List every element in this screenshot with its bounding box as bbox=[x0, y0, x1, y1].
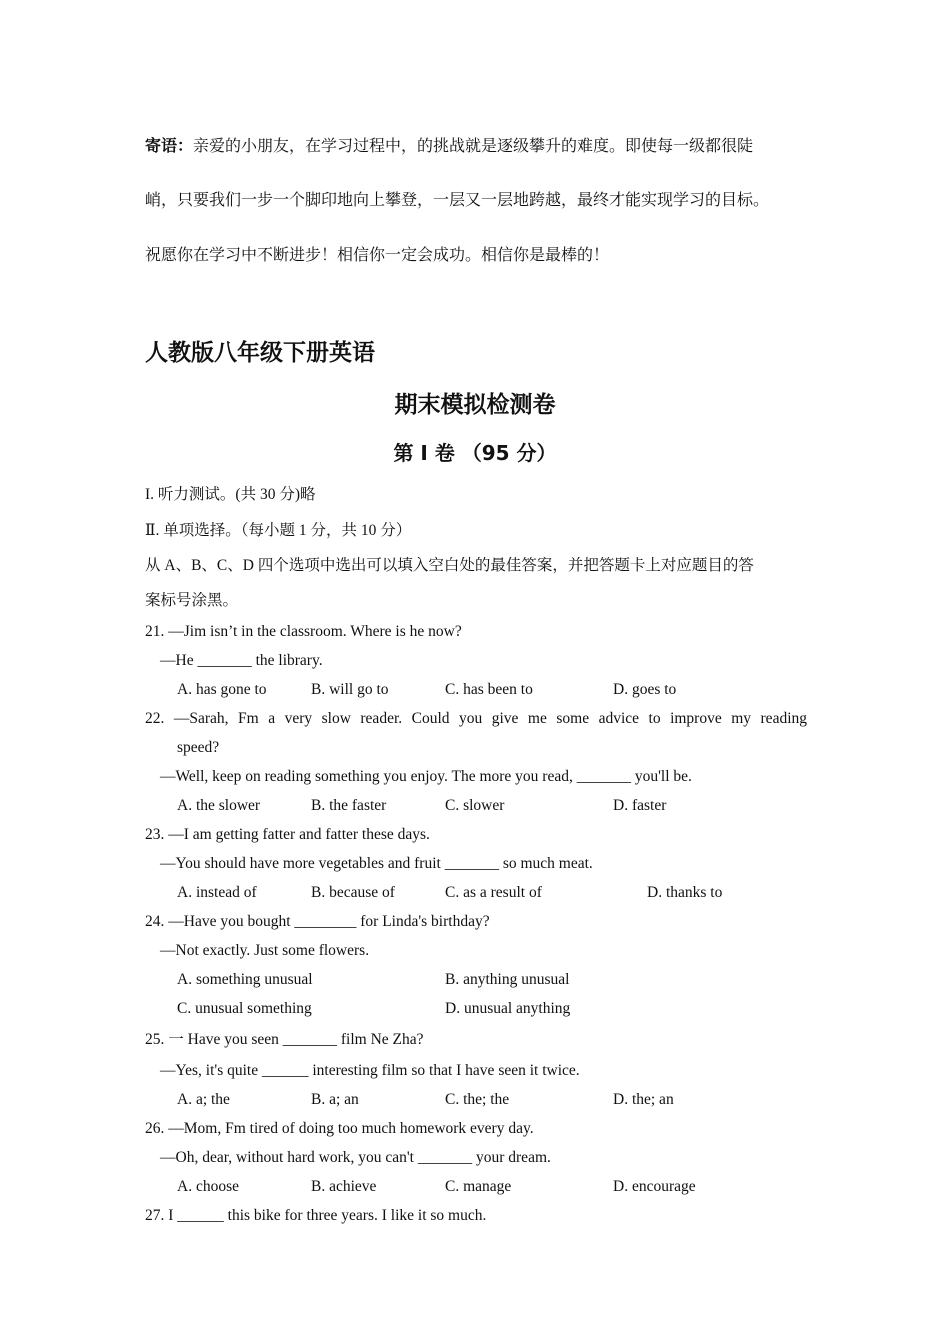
question-22-cont: speed? bbox=[177, 739, 220, 756]
option-26-c: C. manage bbox=[445, 1178, 512, 1195]
option-23-b: B. because of bbox=[311, 884, 395, 901]
option-21-b: B. will go to bbox=[311, 681, 389, 698]
option-21-a: A. has gone to bbox=[177, 681, 267, 698]
option-22-c: C. slower bbox=[445, 797, 505, 814]
option-23-a: A. instead of bbox=[177, 884, 257, 901]
question-21: 21. —Jim isn’t in the classroom. Where is he now? bbox=[145, 623, 462, 640]
exam-title: 期末模拟检测卷 bbox=[394, 392, 556, 418]
intro-line-2: 峭，只要我们一步一个脚印地向上攀登，一层又一层地跨越，最终才能实现学习的目标。 bbox=[145, 192, 770, 209]
section-single-choice: Ⅱ. 单项选择。（每小题 1 分，共 10 分） bbox=[145, 522, 412, 539]
answer-24: —Not exactly. Just some flowers. bbox=[160, 942, 370, 959]
intro-text-1: 亲爱的小朋友，在学习过程中，的挑战就是逐级攀升的难度。即使每一级都很陡 bbox=[193, 138, 754, 155]
option-26-a: A. choose bbox=[177, 1178, 239, 1195]
answer-22: —Well, keep on reading something you enjoy. The more you read, _______ you'll be. bbox=[160, 768, 692, 785]
section-listening: I. 听力测试。(共 30 分)略 bbox=[145, 486, 316, 503]
option-21-d: D. goes to bbox=[613, 681, 677, 698]
question-26: 26. —Mom, Fm tired of doing too much homework every day. bbox=[145, 1120, 534, 1137]
option-21-c: C. has been to bbox=[445, 681, 533, 698]
book-heading: 人教版八年级下册英语 bbox=[145, 340, 375, 366]
question-27: 27. I ______ this bike for three years. I like it so much. bbox=[145, 1207, 487, 1224]
question-24: 24. —Have you bought ________ for Linda's birthday? bbox=[145, 913, 490, 930]
option-24-b: B. anything unusual bbox=[445, 971, 570, 988]
answer-25: —Yes, it's quite ______ interesting film so that I have seen it twice. bbox=[160, 1062, 580, 1079]
answer-23: —You should have more vegetables and fruit _______ so much meat. bbox=[160, 855, 593, 872]
option-24-a: A. something unusual bbox=[177, 971, 313, 988]
option-25-a: A. a; the bbox=[177, 1091, 230, 1108]
option-25-d: D. the; an bbox=[613, 1091, 674, 1108]
option-22-b: B. the faster bbox=[311, 797, 387, 814]
instructions-line-2: 案标号涂黑。 bbox=[145, 592, 239, 609]
instructions-line-1: 从 A、B、C、D 四个选项中选出可以填入空白处的最佳答案，并把答题卡上对应题目的答 bbox=[145, 557, 754, 574]
option-26-d: D. encourage bbox=[613, 1178, 696, 1195]
option-24-c: C. unusual something bbox=[177, 1000, 312, 1017]
intro-label: 寄语： bbox=[145, 136, 194, 155]
volume-title: 第 I 卷 （95 分） bbox=[393, 441, 557, 465]
answer-21: —He _______ the library. bbox=[160, 652, 323, 669]
intro-line-3: 祝愿你在学习中不断进步！相信你一定会成功。相信你是最棒的！ bbox=[145, 247, 610, 264]
option-22-d: D. faster bbox=[613, 797, 667, 814]
option-26-b: B. achieve bbox=[311, 1178, 377, 1195]
option-23-d: D. thanks to bbox=[647, 884, 723, 901]
option-23-c: C. as a result of bbox=[445, 884, 542, 901]
intro-line-1 bbox=[145, 133, 753, 156]
option-25-b: B. a; an bbox=[311, 1091, 359, 1108]
option-25-c: C. the; the bbox=[445, 1091, 510, 1108]
question-23: 23. —I am getting fatter and fatter these days. bbox=[145, 826, 430, 843]
option-24-d: D. unusual anything bbox=[445, 1000, 571, 1017]
question-22: 22. —Sarah, Fm a very slow reader. Could you give me some advice to improve my reading bbox=[145, 710, 807, 727]
option-22-a: A. the slower bbox=[177, 797, 261, 814]
question-25: 25. 一 Have you seen _______ film Ne Zha? bbox=[145, 1031, 424, 1048]
answer-26: —Oh, dear, without hard work, you can't _______ your dream. bbox=[160, 1149, 551, 1166]
